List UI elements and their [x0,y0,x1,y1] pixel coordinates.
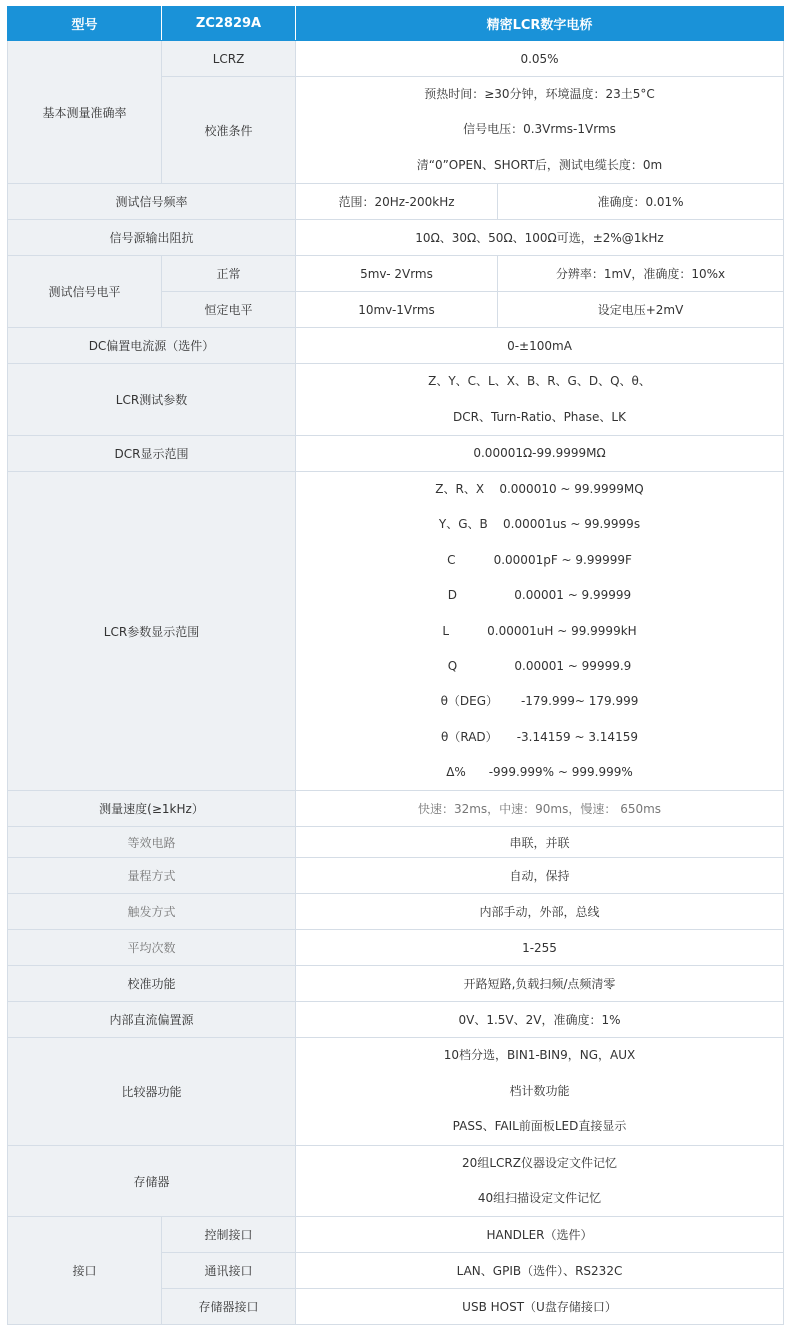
average-value: 1-255 [296,930,784,966]
comparator-label: 比较器功能 [8,1038,296,1145]
table-row [8,1145,784,1217]
level-label: 测试信号电平 [8,256,162,328]
lcr-param-line: Z、Y、C、L、X、B、R、G、D、Q、θ、 [428,374,651,389]
lcr-param-line: DCR、Turn-Ratio、Phase、LK [453,409,626,424]
cond-line: 清“0”OPEN、SHORT后，测试电缆长度：0m [416,157,663,172]
table-row [8,1002,784,1038]
calibration-label: 校准功能 [8,966,296,1002]
freq-accuracy: 准确度：0.01% [498,184,784,220]
lcr-range-line: Q 0.00001 ~ 99999.9 [447,658,632,673]
freq-range: 范围：20Hz-200kHz [296,184,498,220]
cond-values [296,77,784,184]
spec-table [7,6,784,1325]
comparator-line: 档计数功能 [509,1083,570,1098]
level-const-res: 设定电压+2mV [498,292,784,328]
lcrz-label: LCRZ [162,41,296,77]
lcr-range-line: Z、R、X 0.000010 ~ 99.9999MQ [435,481,644,496]
lcr-range-line: θ（RAD） -3.14159 ~ 3.14159 [441,729,638,744]
level-const-label: 恒定电平 [162,292,296,328]
table-row [8,966,784,1002]
storage-values [296,1145,784,1217]
average-label: 平均次数 [8,930,296,966]
speed-value: 快速：32ms，中速：90ms，慢速： 650ms [296,791,784,827]
table-row [8,471,784,791]
freq-label: 测试信号频率 [8,184,296,220]
table-row [8,1217,784,1253]
accuracy-label: 基本测量准确率 [8,41,162,184]
dcr-range-label: DCR显示范围 [8,435,296,471]
interface-storage-value: USB HOST（U盘存储接口） [296,1289,784,1325]
lcr-range-line: θ（DEG） -179.999~ 179.999 [440,694,639,709]
dcr-range-value: 0.00001Ω-99.9999MΩ [296,435,784,471]
header-row [8,7,784,41]
level-normal-res: 分辨率：1mV，准确度：10%x [498,256,784,292]
calibration-value: 开路短路,负载扫频/点频清零 [296,966,784,1002]
interface-label: 接口 [8,1217,162,1325]
comparator-values [296,1038,784,1145]
lcr-range-values [296,471,784,791]
dc-bias-label: DC偏置电流源（选件） [8,328,296,364]
storage-label: 存储器 [8,1145,296,1217]
table-row [8,1038,784,1145]
table-row [8,858,784,894]
interface-comm-label: 通讯接口 [162,1253,296,1289]
table-row [8,41,784,77]
circuit-value: 串联，并联 [296,827,784,858]
table-row [8,328,784,364]
table-row [8,364,784,436]
table-row [8,256,784,292]
header-product: 精密LCR数字电桥 [296,7,784,41]
range-mode-value: 自动，保持 [296,858,784,894]
table-row [8,894,784,930]
table-row [8,791,784,827]
cond-line: 信号电压：0.3Vrms-1Vrms [463,122,616,137]
impedance-value: 10Ω、30Ω、50Ω、100Ω可选，±2%@1kHz [296,220,784,256]
circuit-label: 等效电路 [8,827,296,858]
table-row [8,220,784,256]
lcr-range-line: Δ% -999.999% ~ 999.999% [446,765,633,780]
lcrz-value: 0.05% [296,41,784,77]
range-mode-label: 量程方式 [8,858,296,894]
interface-storage-label: 存储器接口 [162,1289,296,1325]
internal-bias-value: 0V、1.5V、2V，准确度：1% [296,1002,784,1038]
cond-label: 校准条件 [162,77,296,184]
lcr-params-values [296,364,784,436]
storage-line: 40组扫描设定文件记忆 [477,1191,602,1206]
table-row [8,435,784,471]
level-normal-value: 5mv- 2Vrms [296,256,498,292]
header-code: ZC2829A [162,7,296,41]
storage-line: 20组LCRZ仪器设定文件记忆 [462,1155,617,1170]
speed-label: 测量速度(≥1kHz） [8,791,296,827]
table-row [8,184,784,220]
trigger-value: 内部手动，外部，总线 [296,894,784,930]
lcr-range-line: D 0.00001 ~ 9.99999 [447,588,632,603]
header-model: 型号 [8,7,162,41]
table-row [8,827,784,858]
internal-bias-label: 内部直流偏置源 [8,1002,296,1038]
interface-comm-value: LAN、GPIB（选件）、RS232C [296,1253,784,1289]
impedance-label: 信号源输出阻抗 [8,220,296,256]
comparator-line: PASS、FAIL前面板LED直接显示 [452,1119,627,1134]
lcr-params-label: LCR测试参数 [8,364,296,436]
comparator-line: 10档分选，BIN1-BIN9，NG，AUX [443,1048,636,1063]
level-normal-label: 正常 [162,256,296,292]
lcr-range-line: L 0.00001uH ~ 99.9999kH [442,623,637,638]
interface-control-value: HANDLER（选件） [296,1217,784,1253]
level-const-value: 10mv-1Vrms [296,292,498,328]
trigger-label: 触发方式 [8,894,296,930]
interface-control-label: 控制接口 [162,1217,296,1253]
lcr-range-line: C 0.00001pF ~ 9.99999F [447,552,632,567]
table-row [8,930,784,966]
cond-line: 预热时间：≥30分钟，环境温度：23土5°C [424,87,655,101]
lcr-range-line: Y、G、B 0.00001us ~ 99.9999s [438,517,641,532]
lcr-range-label: LCR参数显示范围 [8,471,296,791]
dc-bias-value: 0-±100mA [296,328,784,364]
